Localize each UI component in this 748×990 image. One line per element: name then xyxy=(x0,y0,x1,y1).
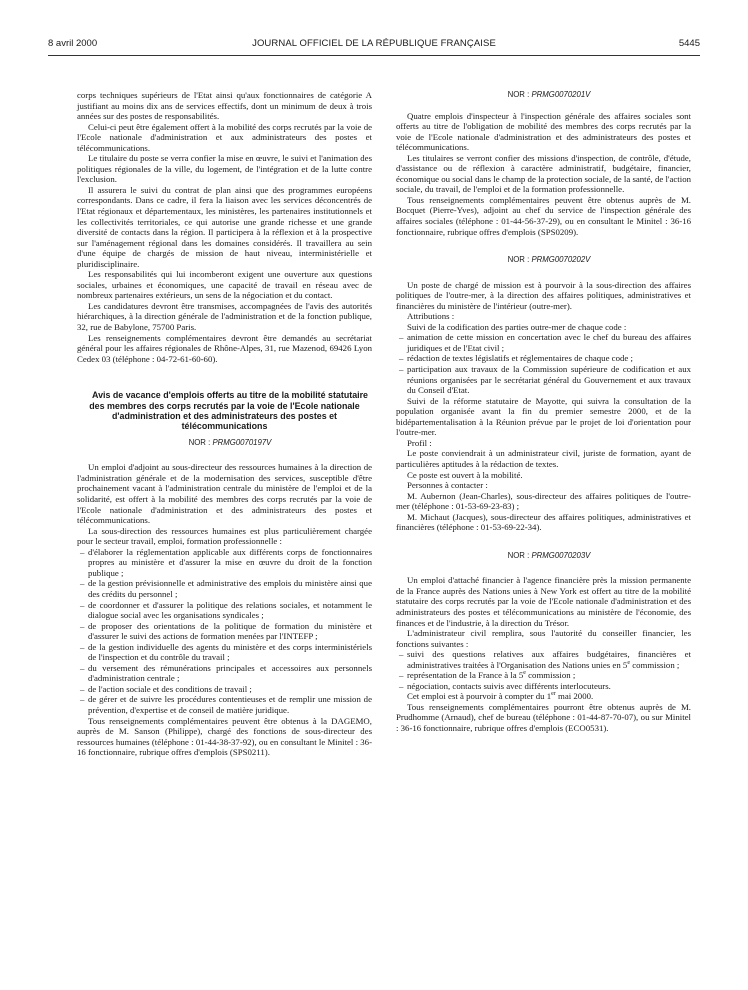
list-item: – suivi des questions relatives aux affaires budgétaires, financières et administratives traitées à l'Organisation des Nations unies en 5e commission ; xyxy=(399,649,691,670)
paragraph: Tous renseignements complémentaires peuvent être obtenus à la DAGEMO, auprès de M. Sanson (Philippe), chargé des fonctions de sous-directeur des ressources humaines (téléphone : 01-44-38-37-92), ou en consultant le Minitel : 36-16 fonctionnaire, rubrique offres d'emplois (SPS0211). xyxy=(77,715,372,758)
right-column xyxy=(396,90,691,734)
paragraph: Profil : xyxy=(407,437,432,448)
nor-code: PRMG0070203V xyxy=(531,550,591,560)
paragraph: Les titulaires se verront confier des missions d'inspection, de contrôle, d'étude, d'assistance ou de réflexion à caractère administratif, budgétaire, financier, économique ou social dans le champ de la protection sociale, de la santé, de l'action sociale, du travail, de l'emploi et de la formation professionnelle. xyxy=(396,152,691,195)
paragraph: Les renseignements complémentaires devront être demandés au secrétariat général pour les affaires régionales de Rhône-Alpes, 31, rue Mazenod, 69426 Lyon Cedex 03 (téléphone : 04-72-61-60-60). xyxy=(77,332,372,364)
duties-list xyxy=(77,547,372,716)
list-item: – négociation, contacts suivis avec différents interlocuteurs. xyxy=(399,680,611,691)
paragraph: Ce poste est ouvert à la mobilité. xyxy=(407,469,523,480)
list-item: – rédaction de textes législatifs et réglementaires de chaque code ; xyxy=(399,353,633,364)
list-item: – de la gestion individuelle des agents du ministère et des corps interministériels de l'inspection et du contrôle du travail ; xyxy=(80,641,372,663)
journal-title: JOURNAL OFFICIEL DE LA RÉPUBLIQUE FRANÇAISE xyxy=(252,38,496,49)
page-header xyxy=(48,38,700,54)
paragraph: M. Michaut (Jacques), sous-directeur des affaires politiques, administratives et financières (téléphone : 01-53-69-22-34). xyxy=(396,511,691,533)
paragraph: Celui-ci peut être également offert à la mobilité des corps recrutés par la voie de l'Ecole nationale d'administration et aux administrateurs des postes et télécommunications. xyxy=(77,121,372,153)
list-item: – représentation de la France à la 5e commission ; xyxy=(399,670,576,681)
list-item: – de coordonner et d'assurer la politique des relations sociales, et notamment le dialogue social avec les organisations syndicales ; xyxy=(80,599,372,621)
header-rule xyxy=(48,55,700,56)
paragraph: Un poste de chargé de mission est à pourvoir à la sous-direction des affaires politiques de l'outre-mer, à la direction des affaires politiques, administratives et financières du ministère de l'intérieur (outre-mer). xyxy=(396,279,691,311)
notice-title: Avis de vacance d'emplois offerts au titre de la mobilité statutaire des membres des corps recrutés par la voie de l'Ecole nationale d'administration et des administrateurs des postes et télécommunications xyxy=(89,390,368,432)
nor-code: PRMG0070197V xyxy=(212,437,272,447)
paragraph: M. Aubernon (Jean-Charles), sous-directeur des affaires politiques de l'outre-mer (téléphone : 01-53-69-23-83) ; xyxy=(396,490,691,512)
nor-reference xyxy=(396,551,691,562)
left-column xyxy=(77,90,372,758)
list-item: – de l'action sociale et des conditions de travail ; xyxy=(80,683,252,694)
list-item: – de la gestion prévisionnelle et administrative des emplois du ministère ainsi que des crédits du personnel ; xyxy=(80,578,372,599)
paragraph: Le titulaire du poste se verra confier la mise en œuvre, le suivi et l'animation des politiques régionales de la ville, du logement, de l'intégration et de la lutte contre l'exclusion. xyxy=(77,153,372,185)
header-date: 8 avril 2000 xyxy=(48,38,98,49)
nor-label: NOR : xyxy=(507,255,530,265)
list-item: – participation aux travaux de la Commission supérieure de codification et aux réunions organisées par le secrétariat général du Gouvernement et aux travaux du Conseil d'Etat. xyxy=(399,364,691,396)
paragraph: La sous-direction des ressources humaines est plus particulièrement chargée pour le secteur travail, emploi, formation professionnelle : xyxy=(77,525,372,547)
nor-label: NOR : xyxy=(507,550,530,560)
paragraph: Suivi de la réforme statutaire de Mayotte, qui suivra la consultation de la population organisée avant la fin du premier semestre 2000, et de la bidépartementalisation à la Réunion prévue par le projet de loi d'orientation pour l'outre-mer. xyxy=(396,395,691,438)
paragraph: corps techniques supérieurs de l'Etat ainsi qu'aux fonctionnaires de catégorie A justifiant au moins dix ans de services effectifs, dont un minimum de deux à trois années sur des postes de responsabilités. xyxy=(77,90,372,122)
paragraph: L'administrateur civil remplira, sous l'autorité du conseiller financier, les fonctions suivantes : xyxy=(396,628,691,649)
paragraph: Le poste conviendrait à un administrateur civil, juriste de formation, ayant de particulières aptitudes à la rédaction de textes. xyxy=(396,448,691,469)
list-item: – de proposer des orientations de la politique de formation du ministère et d'assurer le suivi des actions de formation menées par l'INTEFP ; xyxy=(80,620,372,642)
paragraph: Quatre emplois d'inspecteur à l'inspection générale des affaires sociales sont offerts au titre de l'obligation de mobilité des membres des corps recrutés par la voie de l'Ecole nationale d'administration et des administrateurs des postes et télécommunications. xyxy=(396,110,691,153)
nor-code: PRMG0070202V xyxy=(531,255,591,265)
functions-list xyxy=(396,649,691,691)
nor-reference xyxy=(396,90,691,101)
page-number: 5445 xyxy=(678,38,700,49)
paragraph: Les responsabilités qui lui incomberont exigent une ouverture aux questions sociales, urbaines et économiques, une capacité de travail en réseau avec de nombreux partenaires extérieurs, un sens de la négociation et du contact. xyxy=(77,269,372,301)
paragraph: Tous renseignements complémentaires pourront être obtenus auprès de M. Prudhomme (Arnaud), chef de bureau (téléphone : 01-44-87-70-07), ou sur Minitel : 36-16 fonctionnaire, rubrique offres d'emplois (ECO0531). xyxy=(396,701,691,733)
list-item: – animation de cette mission en concertation avec le chef du bureau des affaires juridiques et de l'Etat civil ; xyxy=(399,332,691,353)
nor-label: NOR : xyxy=(188,437,211,447)
nor-reference xyxy=(77,438,372,449)
list-item: – d'élaborer la réglementation applicable aux différents corps de fonctionnaires propres au ministère et d'assurer la mise en œuvre du droit de la fonction publique ; xyxy=(80,546,372,578)
nor-label: NOR : xyxy=(507,90,530,99)
paragraph: Tous renseignements complémentaires peuvent être obtenus auprès de M. Bocquet (Pierre-Yves), adjoint au chef du service de l'inspection générale des affaires sociales (téléphone : 01-44-56-37-29), ou en consultant le Minitel : 36-16 fonctionnaire, rubrique offres d'emplois (SPS0209). xyxy=(396,194,691,237)
attributions-list xyxy=(396,332,691,395)
list-item: – du versement des rémunérations principales et accessoires aux personnels d'administration centrale ; xyxy=(80,662,372,684)
paragraph: Un emploi d'adjoint au sous-directeur des ressources humaines à la direction de l'administration générale et de la modernisation des services, susceptible d'être prochainement vacant à l'administration centrale du ministère de l'emploi et de la solidarité, est offert à la mobilité des membres des corps recrutés par la voie de l'Ecole nationale d'administration et des administrateurs des postes et télécommunications. xyxy=(77,462,372,526)
nor-code: PRMG0070201V xyxy=(531,90,591,99)
paragraph: Suivi de la codification des parties outre-mer de chaque code : xyxy=(407,321,627,332)
nor-reference xyxy=(396,255,691,266)
paragraph: Un emploi d'attaché financier à l'agence financière près la mission permanente de la France auprès des Nations unies à New York est offert au titre de la mobilité statutaire des corps recrutés par la voie de l'Ecole nationale d'administration et des administrateurs des postes et télécommunications au ministère de l'économie, des finances et de l'industrie, à la direction du Trésor. xyxy=(396,575,691,628)
list-item: – de gérer et de suivre les procédures contentieuses et de remplir une mission de prévention, d'expertise et de conseil de matière juridique. xyxy=(80,694,372,715)
paragraph: Il assurera le suivi du contrat de plan ainsi que des programmes européens correspondants. Dans ce cadre, il fera la liaison avec les services déconcentrés de l'Etat régionaux et départementaux, les ministères, les partenaires institutionnels et les collectivités territoriales, ce qui autorise une grande richesse et une grande diversité de contacts dans la région. Il participera à la réflexion et à la prospective sur l'aménagement régional dans les domaines considérés. Il travaillera au sein d'une équipe de chargés de mission de haut niveau, interministérielle et pluridisciplinaire. xyxy=(77,184,372,269)
paragraph: Personnes à contacter : xyxy=(407,480,488,491)
paragraph: Attributions : xyxy=(407,311,455,322)
paragraph: Cet emploi est à pourvoir à compter du 1er mai 2000. xyxy=(407,691,594,702)
paragraph: Les candidatures devront être transmises, accompagnées de l'avis des autorités hiérarchiques, à la direction générale de l'administration et de la fonction publique, 32, rue de Babylone, 75700 Paris. xyxy=(77,300,372,333)
